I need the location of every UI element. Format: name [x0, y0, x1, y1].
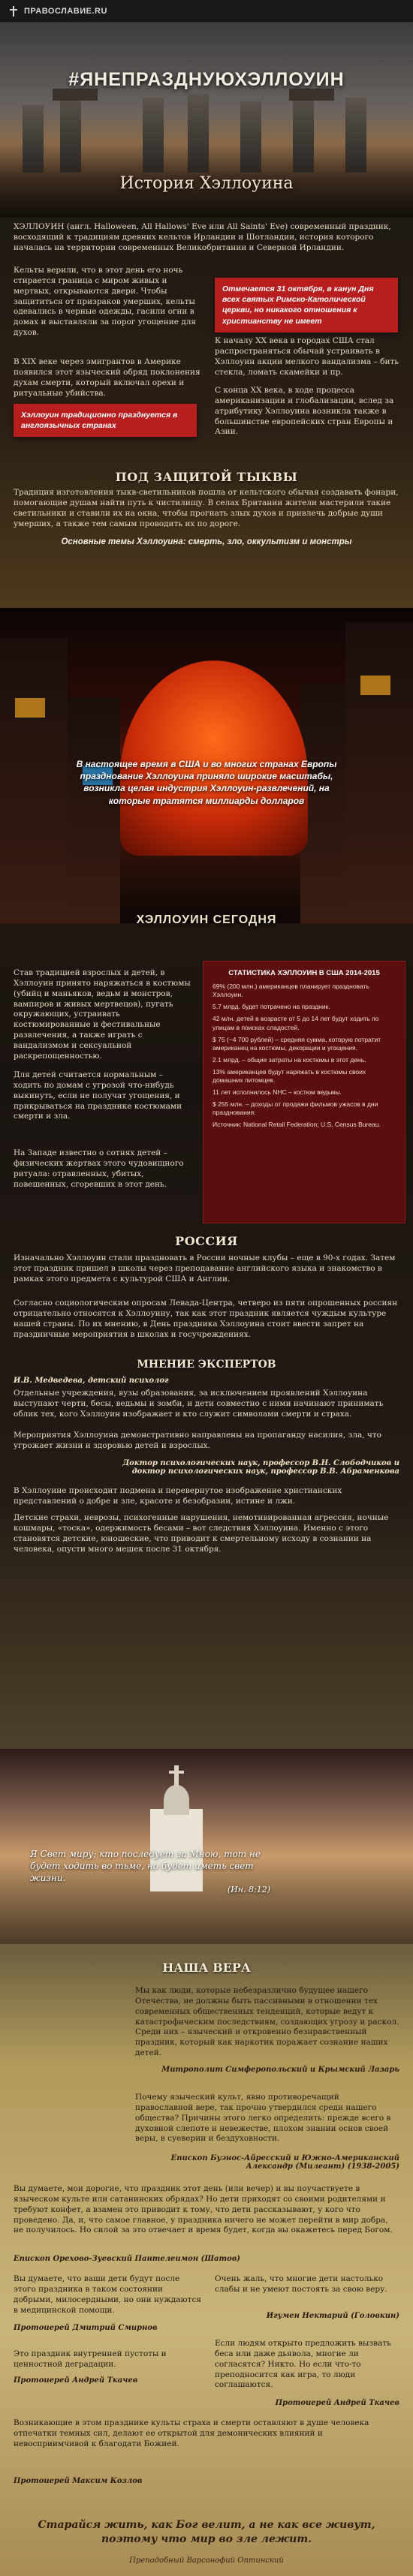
faith-sig-3: Епископ Орехово-Зуевский Пантелеимон (Шатов) — [14, 2255, 241, 2263]
industry-quote: В настоящее время в США и во многих странах Европы празднование Хэллоуина приняло широкие масштабы, возникла целая индустрия Хэллоуин-развлечений, на которые тратятся миллиарды долларов — [76, 759, 337, 806]
cross-icon — [8, 5, 20, 17]
stat-item: 11 лет исполнилось NHC – костюм ведьмы. — [213, 1088, 342, 1096]
faith-sig-2: Епископ Буэнос-Айресский и Южно-Американский Александр (Милеант) (1938-2005) — [170, 2154, 399, 2171]
experts-p3: В Хэллоуине происходит подмена и перевернутое изображение христианских представлений о добре и зле, красоте и безобразии, истине и лжи. — [14, 1486, 342, 1506]
faith-sig-5: Игумен Нектарий (Головкин) — [266, 2312, 399, 2320]
faith-quote-8: Возникающие в этом празднике культы страха и смерти оставляют в душе человека отпечатки темных сил, делают ее открытой для демонических влияний и невосприимчивой к благодати Божией. — [14, 2418, 369, 2448]
stats-title: СТАТИСТИКА ХЭЛЛОУИН В США 2014-2015 — [228, 969, 380, 977]
experts-title: МНЕНИЕ ЭКСПЕРТОВ — [137, 1359, 276, 1371]
history-title: История Хэллоуина — [119, 174, 294, 193]
church-landscape — [0, 1749, 413, 1944]
stat-item: $ 255 млн. – доходы от продажи фильмов ужасов в дни празднования. — [213, 1100, 378, 1116]
top-bar — [0, 0, 413, 23]
site-logo[interactable] — [8, 5, 107, 17]
history-vandalism: К началу XX века в городах США стал распространяться обычай устраивать в Хэллоуин акции мелкого вандализма – бить стекла, ломать скамейки и пр. — [215, 336, 399, 377]
experts-p2: Мероприятия Хэллоуина демонстративно направлены на пропаганду насилия, зла, что угрожает жизни и здоровью детей и взрослых. — [14, 1431, 381, 1450]
history-america: В XIX веке через эмигрантов в Америке появился этот языческий обряд поклонения духам смерти, который включал орехи и ритуальные убийства. — [14, 357, 200, 398]
stat-source: Источник: National Retail Federation; U.S. Census Bureau. — [213, 1120, 381, 1128]
today-title: ХЭЛЛОУИН СЕГОДНЯ — [136, 913, 277, 926]
pumpkin-title: ПОД ЗАЩИТОЙ ТЫКВЫ — [115, 470, 298, 484]
today-p1: Став традицией взрослых и детей, в Хэллоуин принято наряжаться в костюмы (убийц и маньяков, ведьм и монстров, вампиров и живых мертвецов), пугать окружающих, устраивать костюмированные и фестивальные развлечения, а также играть с вандализмом и сексуальной раскрепощенностью. — [14, 968, 191, 1061]
verse-reference: (Ин. 8:12) — [227, 1884, 270, 1894]
faith-quote-5: Очень жаль, что многие дети настолько слабы и не умеют постоять за свою веру. — [215, 2274, 387, 2294]
faith-sig-6: Протоиерей Андрей Ткачев — [14, 2376, 138, 2385]
expert-sig-1: И.В. Медведева, детский психолог — [14, 1377, 169, 1385]
experts-p4: Детские страхи, неврозы, психогенные нарушения, немотивированная агрессия, ночные кошмары, «тоска», одержимость бесами – вот следствия Хэллоуина. Именно с этого становятся детские, юношеские, что приводит к смертельному исходу в сознании на человека, опусти много мешек после 31 октября. — [14, 1513, 389, 1554]
faith-title: НАША ВЕРА — [162, 1961, 251, 1975]
faith-sig-4: Протоиерей Дмитрий Смирнов — [14, 2324, 158, 2332]
stat-item: 42 млн. детей в возрасте от 5 до 14 лет будут ходить по улицам в поисках сладостей. — [213, 1015, 379, 1031]
russia-p1: Изначально Хэллоуин стали праздновать в России ночные клубы – еще в 90-х годах. Затем этот праздник пришел в школы через преподавание английского языка и знакомство в рамках этого предмета с культурой США и Англии. — [14, 1253, 396, 1283]
themes-line: Основные темы Хэллоуина: смерть, зло, оккультизм и монстры — [61, 537, 352, 546]
russia-title: РОССИЯ — [175, 1234, 238, 1248]
stat-item: 69% (200 млн.) американцев планирует праздновать Хэллоуин. — [213, 983, 369, 999]
history-globalization: С конца XX века, в ходе процесса американизации и глобализации, вслед за атрибутику Хэллоуина возникла также в большинстве европейских стран Европы и Азии. — [215, 386, 394, 437]
stat-item: 2.1 млрд. – общие затраты на костюмы в этот день. — [213, 1055, 366, 1064]
stats-box — [203, 961, 405, 1223]
stat-item: 5.7 млрд. будет потрачено на праздник. — [213, 1003, 330, 1011]
hashtag-title: #ЯНЕПРАЗДНУЮХЭЛЛОУИН — [68, 69, 345, 90]
expert-sig-2: Доктор психологических наук, профессор В.Н. Слободчиков и доктор психологических наук, профессор В.В. Абраменкова — [122, 1459, 399, 1476]
faith-sig-8: Протоиерей Максим Козлов — [14, 2477, 143, 2485]
faith-quote-2: Почему языческий культ, явно противоречащий православной вере, так прочно утвердился среди нашего общества? Причины этого легко определить: прежде всего в духовной слепоте и невежестве, плохом знании основ своей веры, в суеверии и бездуховности. — [135, 2093, 391, 2144]
verse-text: Я Свет миру; кто последует за Мною, тот не будет ходить во тьме, но будет иметь свет жизни. — [30, 1849, 261, 1884]
faith-quote-7: Если людям открыто предложить вызвать беса или даже дьявола, многие ли согласятся? Никто. Но если что-то преподносится как игра, то люди соглашаются. — [215, 2339, 391, 2390]
faith-sig-1: Митрополит Симферопольский и Крымский Лазарь — [161, 2066, 399, 2074]
site-logo-text: ПРАВОСЛАВИЕ.RU — [24, 6, 107, 16]
today-p3: На Западе известно о сотнях детей – физических жертвах этого чудовищного ритуала: отравленных, убитых, повешенных, сгоревших в этот день. — [14, 1148, 184, 1189]
history-celts: Кельты верили, что в этот день его ночь стирается граница с миром живых и мертвых, открываются двери. Чтобы защититься от призраков умерших, кельты одевались в черные одежды, гасили огни в домах и выставляли за порог угощение для духов. — [14, 266, 197, 338]
church-cross-icon — [174, 1765, 179, 1786]
callout-date: Отмечается 31 октября, в канун Дня всех святых Римско-Католической церкви, но никакого отношения к христианству не имеет — [215, 278, 398, 333]
faith-quote-3: Вы думаете, мои дорогие, что праздник этот день (или вечер) и вы поучаствуете в языческом культе или сатанинских обрядах? Но дети приходят со своими родителями и требуют конфет, а взамен это приводит к тому, что дети рассказывают, у кого что проведено. Да, и, что самое главное, у праздника ничего не может перейти в мир добра, не получилось. Но силой за это отвечает и время будет, когда вы окажетесь перед Богом. — [14, 2184, 393, 2235]
faith-quote-6: Это праздник внутренней пустоты и ценностной деградации. — [14, 2349, 167, 2369]
closing-signature: Преподобный Варсонофий Оптинский — [129, 2556, 284, 2565]
callout-countries: Хэллоуин традиционно празднуется в англоязычных странах — [14, 404, 197, 437]
stat-item: 13% американцев будут наряжать в костюмы своих домашних питомцев. — [213, 1067, 366, 1084]
history-intro: ХЭЛЛОУИН (англ. Halloween, All Hallows' Eve или All Saints' Eve) современный праздник, восходящий к традициям древних кельтов Ирландии и Шотландии, история которого началась на территории современных Великобритании и Северной Ирландии. — [14, 222, 391, 252]
faith-quote-4: Вы думаете, что ваши дети будут после этого праздника в таком состоянии добрыми, милосердными, но они нуждаются в медицинской помощи. — [14, 2274, 201, 2315]
russia-p2: Согласно социологическим опросам Левада-Центра, четверо из пяти опрошенных россиян отрицательно относятся к Хэллоуину, так как этот праздник является чуждым культуре нашей страны. По их мнению, в День праздника Хэллоуина стоит ввести запрет на праздничные мероприятия в школах и госучреждениях. — [14, 1299, 398, 1339]
pumpkin-text: Традиция изготовления тыкв-светильников пошла от кельтского обычая создавать фонари, помогающие душам найти путь к чистилищу. В селах Британии жители мастерили такие светильники и ставили их на окна, чтобы прогнать злых духов и привлечь добрые души умерших, а также тем самым проводить их по дороге. — [14, 488, 399, 528]
stat-item: $ 75 (~4 700 рублей) – средняя сумма, которую потратит американец на костюмы, декорации и угощения. — [213, 1035, 381, 1052]
faith-quote-1: Мы как люди, которые небезразлично будущее нашего Отечества, не должны быть пассивными в отношении тех современных общественных тенденций, которые ведут к катастрофическим последствиям, создающих угрозу и раскол. Среди них – языческий и откровенно безнравственный праздник, который как наркотик поражает сознание наших детей. — [135, 1986, 399, 2058]
today-p2: Для детей считается нормальным – ходить по домам с угрозой что-нибудь выкинуть, если не получат угощения, и прикрываться на празднике костюмами смерти и зла. — [14, 1070, 182, 1121]
closing-quote: Старайся жить, как Бог велит, а не как все живут, поэтому что мир во зле лежит. — [38, 2519, 375, 2545]
faith-sig-7: Протоиерей Андрей Ткачев — [275, 2399, 399, 2407]
experts-p1: Отдельные учреждения, вузы образования, за исключением проявлений Хэллоуина выступают черти, бесы, ведьмы и зомби, и дети совместно с ними начинают принимать облик тех, кого Хэллоуин изображает и кто служит символами смерти и страха. — [14, 1389, 384, 1419]
gospel-verse — [30, 1848, 270, 1895]
